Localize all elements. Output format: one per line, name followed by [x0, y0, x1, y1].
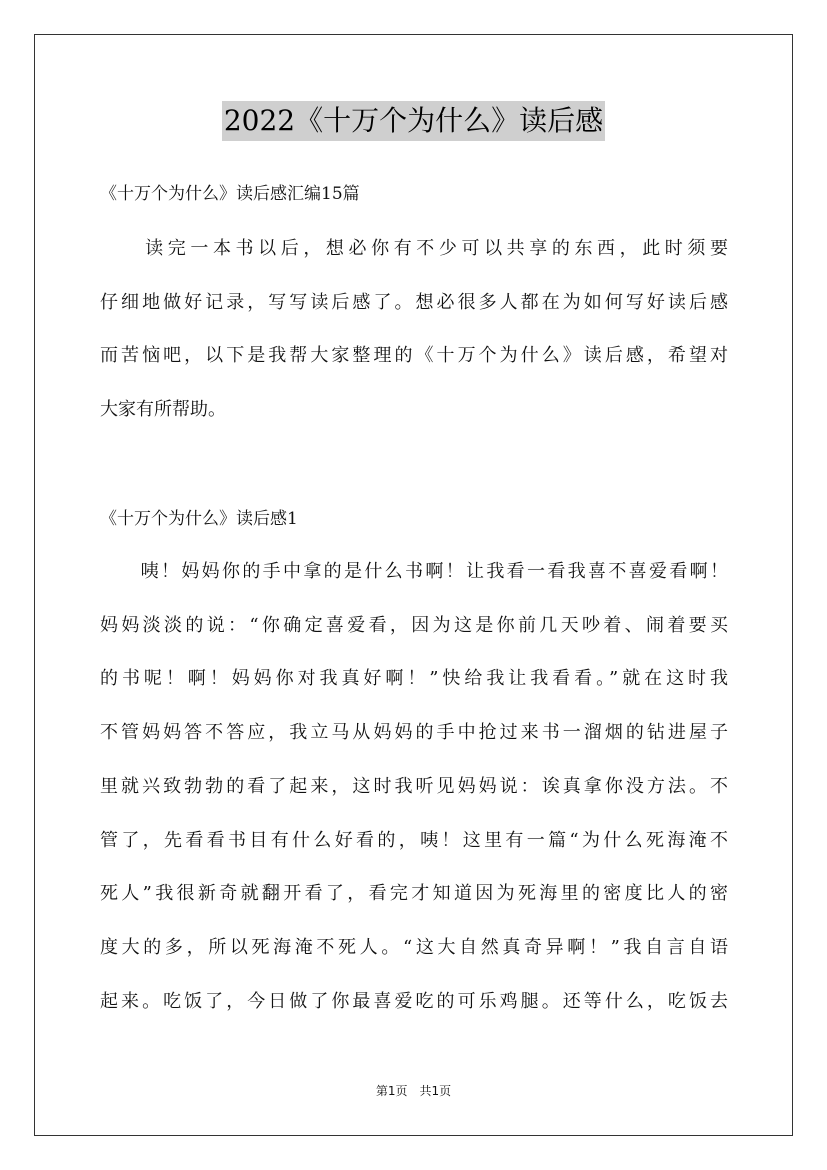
body-line: 管了，先看看书目有什么好看的，咦！这里有一篇“为什么死海淹不: [100, 829, 728, 851]
body-line: 咦！妈妈你的手中拿的是什么书啊！让我看一看我喜不喜爱看啊！: [100, 561, 728, 582]
intro-line: 读完一本书以后，想必你有不少可以共享的东西，此时须要: [100, 238, 728, 259]
body-line: 里就兴致勃勃的看了起来，这时我听见妈妈说：诶真拿你没方法。不: [100, 775, 728, 797]
body-line: 不管妈妈答不答应，我立马从妈妈的手中抢过来书一溜烟的钻进屋子: [100, 722, 728, 744]
intro-line: 而苦恼吧，以下是我帮大家整理的《十万个为什么》读后感，希望对: [100, 345, 728, 367]
body-line: 起来。吃饭了，今日做了你最喜爱吃的可乐鸡腿。还等什么，吃饭去: [100, 990, 728, 1012]
intro-line: 仔细地做好记录，写写读后感了。想必很多人都在为如何写好读后感: [100, 291, 728, 313]
document-subtitle: 《十万个为什么》读后感汇编15篇: [100, 184, 360, 204]
title-container: [0, 101, 827, 141]
body-paragraph: [100, 545, 728, 1028]
intro-line: 大家有所帮助。: [100, 399, 226, 421]
body-line: 死人”我很新奇就翻开看了，看完才知道因为死海里的密度比人的密: [100, 883, 728, 905]
intro-paragraph: [100, 222, 728, 437]
section-heading: 《十万个为什么》读后感1: [100, 509, 298, 529]
document-title: 2022《十万个为什么》读后感: [222, 101, 605, 141]
page-footer: 第1页 共1页: [375, 1084, 452, 1098]
body-line: 度大的多，所以死海淹不死人。“这大自然真奇异啊！”我自言自语: [100, 936, 728, 958]
body-line: 妈妈淡淡的说：“你确定喜爱看，因为这是你前几天吵着、闹着要买: [100, 614, 728, 636]
body-line: 的书呢！啊！妈妈你对我真好啊！”快给我让我看看。”就在这时我: [100, 668, 728, 690]
